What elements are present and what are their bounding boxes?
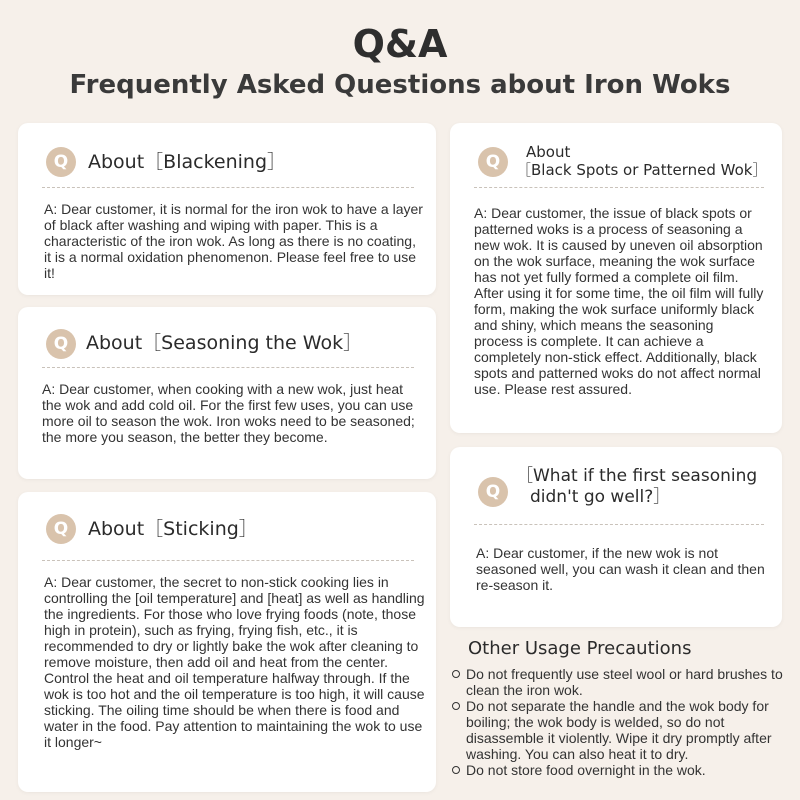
faq-answer-sticking: A: Dear customer, the secret to non-stick cooking lies in controlling the [oil temperature] and [heat] as well as handling the ingredients. For those who love frying foods (note, those high in protein), such as frying, frying fish, etc., it is recommended to dry or lightly bake the wok after cleaning to remove moisture, then add oil and heat from the center. Control the heat and oil temperature halfway through. If the wok is too hot and the oil temperature is too high, it will cause sticking. The oiling time should be when there is food and water in the food. Pay attention to maintaining the wok to use it longer~ <box>44 574 425 750</box>
faq-question-first-seasoning-line2: didn't go well?］ <box>530 487 671 507</box>
faq-question-black-spots-line1: About <box>526 143 571 161</box>
q-badge-icon: Q <box>46 147 76 177</box>
bullet-icon <box>452 702 460 710</box>
bullet-icon <box>452 766 460 774</box>
divider <box>42 560 414 561</box>
page-title: Q&A <box>352 22 448 66</box>
precautions-list <box>450 666 795 778</box>
faq-question-black-spots-line2: ［Black Spots or Patterned Wok］ <box>516 161 768 179</box>
precautions-title: Other Usage Precautions <box>468 638 692 659</box>
list-item <box>450 762 795 778</box>
faq-question-first-seasoning-line1: ［What if the first seasoning <box>516 466 758 486</box>
page-subtitle: Frequently Asked Questions about Iron Woks <box>69 70 731 100</box>
q-badge-icon: Q <box>46 329 76 359</box>
faq-question-sticking: About［Sticking］ <box>88 518 258 540</box>
faq-card-sticking <box>18 492 436 792</box>
precaution-text: Do not separate the handle and the wok body for boiling; the wok body is welded, so do not disassemble it violently. Wipe it dry promptly after washing. You can also heat it to dry. <box>466 698 772 762</box>
faq-answer-blackening: A: Dear customer, it is normal for the iron wok to have a layer of black after washing and wiping with paper. This is a characteristic of the iron wok. As long as there is no coating, it is a normal oxidation phenomenon. Please feel free to use it! <box>44 201 423 281</box>
faq-card-seasoning <box>18 307 436 479</box>
precaution-text: Do not store food overnight in the wok. <box>466 762 706 778</box>
divider <box>474 524 764 525</box>
q-badge-icon: Q <box>478 477 508 507</box>
faq-card-blackening <box>18 123 436 295</box>
faq-answer-seasoning: A: Dear customer, when cooking with a new wok, just heat the wok and add cold oil. For the first few uses, you can use more oil to season the wok. Iron woks need to be seasoned; the more you season, the better they become. <box>42 381 415 445</box>
list-item <box>450 698 795 762</box>
faq-question-seasoning: About［Seasoning the Wok］ <box>86 332 363 354</box>
precaution-text: Do not frequently use steel wool or hard brushes to clean the iron wok. <box>466 666 783 698</box>
faq-card-first-seasoning <box>450 447 782 627</box>
divider <box>474 187 764 188</box>
bullet-icon <box>452 670 460 678</box>
divider <box>42 187 414 188</box>
faq-answer-first-seasoning: A: Dear customer, if the new wok is not seasoned well, you can wash it clean and then re-season it. <box>476 545 765 593</box>
faq-card-black-spots <box>450 123 782 433</box>
faq-question-blackening: About［Blackening］ <box>88 151 287 173</box>
q-badge-icon: Q <box>478 147 508 177</box>
q-badge-icon: Q <box>46 514 76 544</box>
divider <box>42 367 414 368</box>
list-item <box>450 666 795 698</box>
faq-answer-black-spots: A: Dear customer, the issue of black spots or patterned woks is a process of seasoning a new wok. It is caused by uneven oil absorption on the wok surface, meaning the wok surface has not yet fully formed a complete oil film. After using it for some time, the oil film will fully form, making the wok surface uniformly black and shiny, which means the seasoning process is complete. It can achieve a completely non-stick effect. Additionally, black spots and patterned woks do not affect normal use. Please rest assured. <box>474 205 764 397</box>
